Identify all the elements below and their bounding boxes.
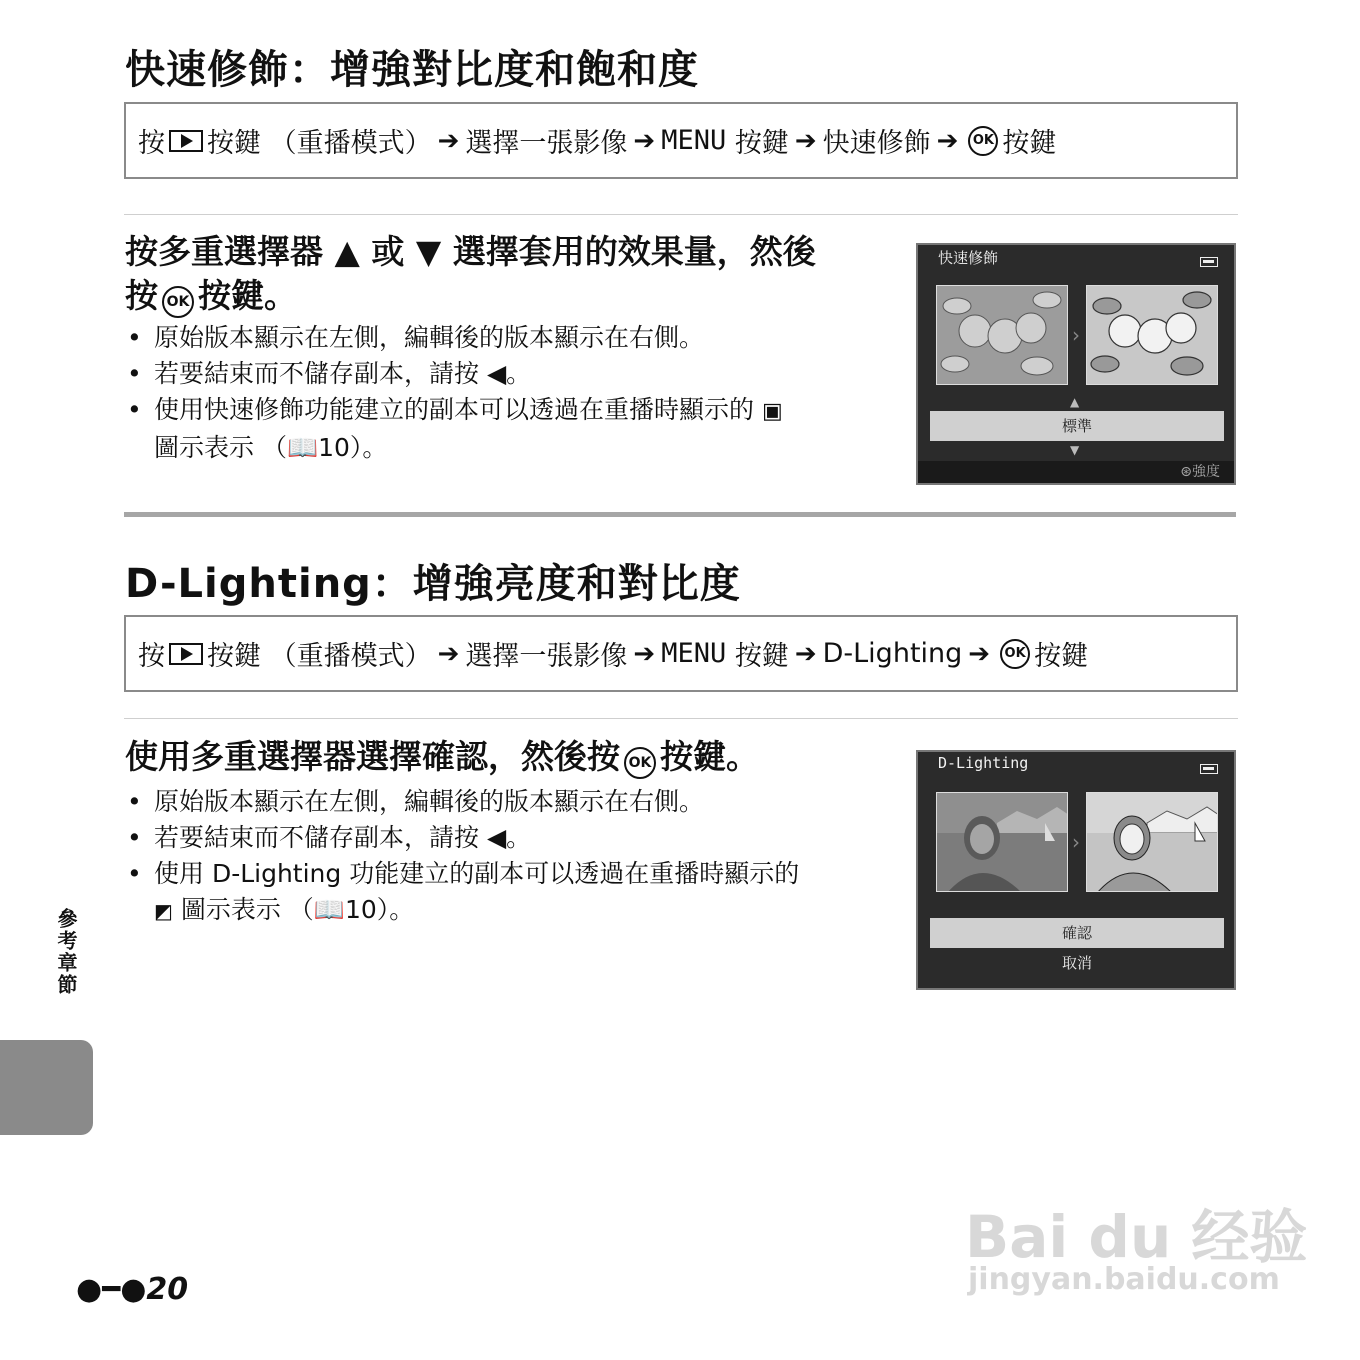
chapter-tab xyxy=(0,1040,93,1135)
path-text: 按鍵 （重播模式） xyxy=(207,641,432,672)
cancel-option[interactable]: 取消 xyxy=(1061,954,1092,972)
menu-key-label: MENU xyxy=(661,125,727,156)
original-image-thumbnail xyxy=(936,285,1068,385)
camera-screen-quick-retouch xyxy=(916,243,1236,485)
camera-screen-d-lighting xyxy=(916,750,1236,990)
battery-icon xyxy=(1200,764,1218,774)
path-text: 選擇一張影像 xyxy=(465,641,628,672)
menu-key-label: MENU xyxy=(661,638,727,669)
up-arrow-icon: ▲ xyxy=(1070,395,1080,409)
arrow-right-icon: ➔ xyxy=(437,638,460,669)
multi-selector-icon: ⊛ xyxy=(1180,464,1192,480)
section2-path-box xyxy=(124,615,1238,692)
section2-bullets xyxy=(125,784,885,929)
chevron-right-icon: › xyxy=(1072,830,1080,854)
screen-footer: ⊛強度 xyxy=(918,461,1234,483)
battery-icon xyxy=(1200,257,1218,267)
step-instruction: 按鍵。 xyxy=(198,276,297,315)
bullet-item: • 若要結束而不儲存副本，請按 ◀。 xyxy=(125,356,885,392)
playback-button-icon xyxy=(169,130,203,152)
bullet-item: • 原始版本顯示在左側，編輯後的版本顯示在右側。 xyxy=(125,784,885,820)
book-reference-icon: 📖 xyxy=(286,433,319,462)
d-lighting-icon: ◩ xyxy=(154,899,173,923)
path-text: 按鍵 （重播模式） xyxy=(207,128,432,159)
page-number: ●━●20 xyxy=(76,1272,189,1307)
path-text: 按 xyxy=(138,641,165,672)
section1-step xyxy=(125,230,895,318)
path-text: 按鍵 xyxy=(734,128,789,159)
edited-image-thumbnail xyxy=(1086,792,1218,892)
confirm-option[interactable]: 確認 xyxy=(930,918,1224,948)
step-instruction: 按多重選擇器 ▲ 或 ▼ 選擇套用的效果量，然後 xyxy=(125,232,816,271)
path-menu-item: D-Lighting xyxy=(822,638,963,669)
divider xyxy=(124,718,1238,719)
ok-button-icon: OK xyxy=(1000,639,1030,669)
bullet-item: • 若要結束而不儲存副本，請按 ◀。 xyxy=(125,820,885,856)
arrow-right-icon: ➔ xyxy=(968,638,991,669)
path-text: 按鍵 xyxy=(734,641,789,672)
section2-title: D-Lighting：增強亮度和對比度 xyxy=(125,561,741,607)
arrow-right-icon: ➔ xyxy=(936,125,959,156)
arrow-right-icon: ➔ xyxy=(794,638,817,669)
bullet-item: • 使用快速修飾功能建立的副本可以透過在重播時顯示的 ▣ 圖示表示 （📖10）。 xyxy=(125,392,885,466)
chapter-side-label: 參考章節 xyxy=(54,908,78,996)
section-divider xyxy=(124,512,1236,517)
path-text: 按鍵 xyxy=(1002,128,1057,159)
bullet-item: • 使用 D-Lighting 功能建立的副本可以透過在重播時顯示的 ◩ 圖示表示 （📖10）。 xyxy=(125,856,885,929)
watermark-brand: Bai du 经验 xyxy=(965,1203,1308,1271)
arrow-right-icon: ➔ xyxy=(794,125,817,156)
quick-retouch-icon: ▣ xyxy=(761,399,783,424)
path-text: 選擇一張影像 xyxy=(465,128,628,159)
section1-title: 快速修飾：增強對比度和飽和度 xyxy=(125,47,699,93)
path-menu-item: 快速修飾 xyxy=(822,128,931,159)
arrow-right-icon: ➔ xyxy=(633,125,656,156)
screen-title: D-Lighting xyxy=(938,754,1029,772)
original-image-thumbnail xyxy=(936,792,1068,892)
effect-level-option[interactable]: 標準 xyxy=(930,411,1224,441)
watermark-url: jingyan.baidu.com xyxy=(968,1262,1280,1297)
reference-section-icon: ●━● xyxy=(76,1272,147,1307)
arrow-right-icon: ➔ xyxy=(633,638,656,669)
screen-title: 快速修飾 xyxy=(938,249,999,267)
section1-path-box xyxy=(124,102,1238,179)
step-instruction: 按 xyxy=(125,276,158,315)
section1-bullets xyxy=(125,320,885,466)
playback-button-icon xyxy=(169,643,203,665)
bullet-item: • 原始版本顯示在左側，編輯後的版本顯示在右側。 xyxy=(125,320,885,356)
down-arrow-icon: ▼ xyxy=(1070,443,1080,457)
section2-step: 使用多重選擇器選擇確認，然後按 OK 按鍵。 xyxy=(125,735,905,779)
ok-button-icon: OK xyxy=(968,126,998,156)
chevron-right-icon: › xyxy=(1072,323,1080,347)
path-text: 按鍵 xyxy=(1034,641,1089,672)
edited-image-thumbnail xyxy=(1086,285,1218,385)
arrow-right-icon: ➔ xyxy=(437,125,460,156)
path-text: 按 xyxy=(138,128,165,159)
divider xyxy=(124,214,1238,215)
ok-button-icon: OK xyxy=(624,747,656,779)
ok-button-icon: OK xyxy=(162,286,194,318)
book-reference-icon: 📖 xyxy=(313,895,345,924)
